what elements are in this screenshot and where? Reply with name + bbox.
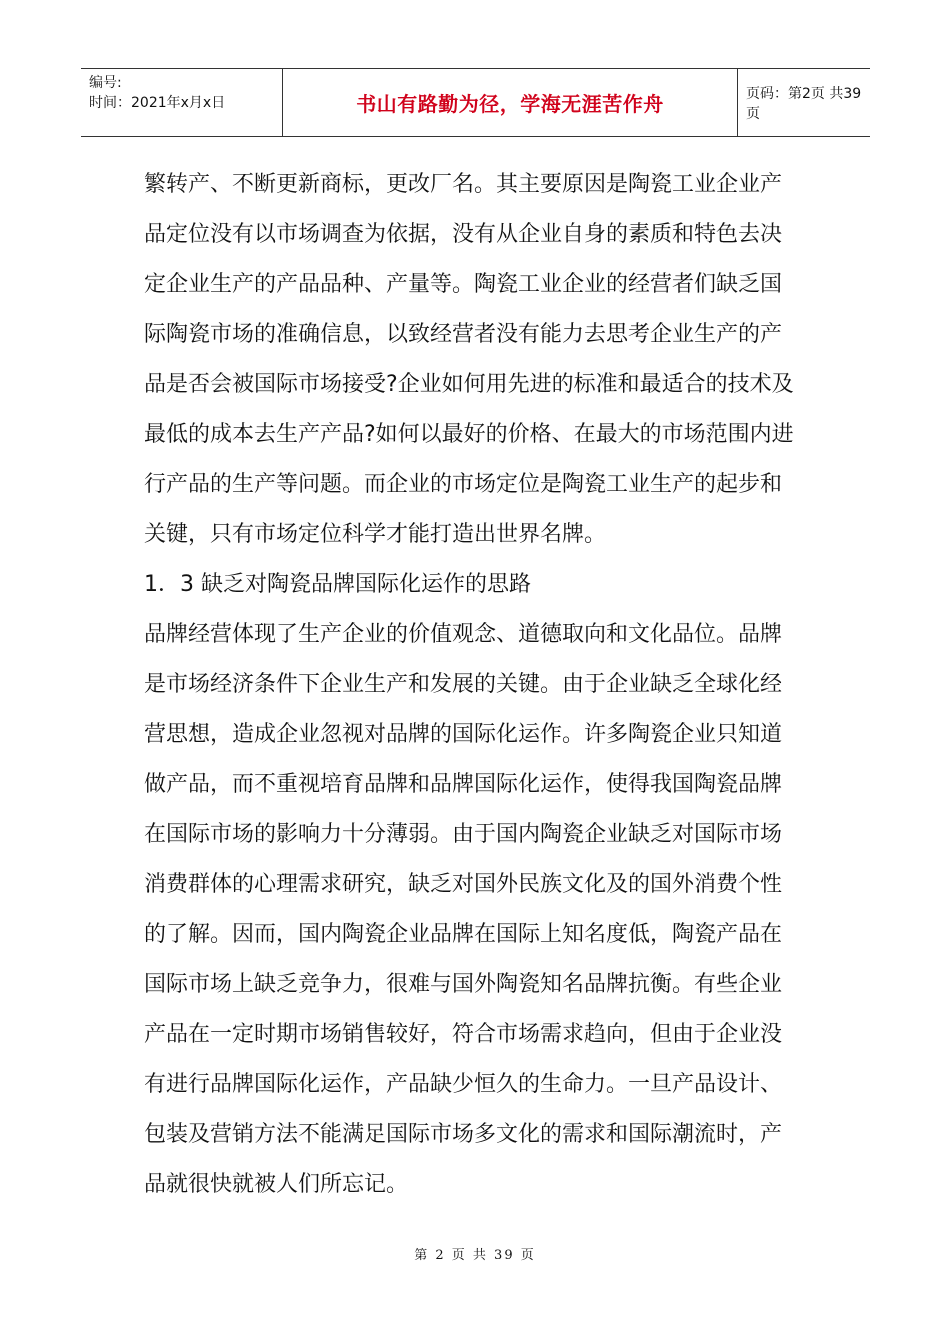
body-line: 品牌经营体现了生产企业的价值观念、道德取向和文化品位。品牌 xyxy=(144,622,783,647)
body-line: 繁转产、不断更新商标，更改厂名。其主要原因是陶瓷工业企业产 xyxy=(144,172,783,197)
page-footer: 第 2 页 共 39 页 xyxy=(414,1248,536,1263)
header-motto: 书山有路勤为径，学海无涯苦作舟 xyxy=(283,69,738,136)
body-line: 是市场经济条件下企业生产和发展的关键。由于企业缺乏全球化经 xyxy=(144,672,783,697)
document-body xyxy=(144,160,808,1210)
body-line: 营思想，造成企业忽视对品牌的国际化运作。许多陶瓷企业只知道 xyxy=(144,722,783,747)
body-line: 在国际市场的影响力十分薄弱。由于国内陶瓷企业缺乏对国际市场 xyxy=(144,822,783,847)
body-line: 做产品，而不重视培育品牌和品牌国际化运作，使得我国陶瓷品牌 xyxy=(144,772,783,797)
document-number-label: 编号: xyxy=(89,75,122,91)
body-line: 品是否会被国际市场接受?企业如何用先进的标准和最适合的技术及 xyxy=(144,372,794,397)
body-line: 消费群体的心理需求研究，缺乏对国外民族文化及的国外消费个性 xyxy=(144,872,783,897)
body-line: 国际市场上缺乏竞争力，很难与国外陶瓷知名品牌抗衡。有些企业 xyxy=(144,972,783,997)
body-line: 1．3 缺乏对陶瓷品牌国际化运作的思路 xyxy=(144,572,531,597)
body-line: 行产品的生产等问题。而企业的市场定位是陶瓷工业生产的起步和 xyxy=(144,472,783,497)
body-line: 有进行品牌国际化运作，产品缺少恒久的生命力。一旦产品设计、 xyxy=(144,1072,783,1097)
page-header xyxy=(81,68,870,137)
body-line: 际陶瓷市场的准确信息，以致经营者没有能力去思考企业生产的产 xyxy=(144,322,783,347)
body-line: 产品在一定时期市场销售较好，符合市场需求趋向，但由于企业没 xyxy=(144,1022,783,1047)
body-line: 最低的成本去生产产品?如何以最好的价格、在最大的市场范围内进 xyxy=(144,422,794,447)
body-line: 品定位没有以市场调查为依据，没有从企业自身的素质和特色去决 xyxy=(144,222,783,247)
header-meta xyxy=(81,69,283,136)
body-line: 定企业生产的产品品种、产量等。陶瓷工业企业的经营者们缺乏国 xyxy=(144,272,783,297)
body-line: 的了解。因而，国内陶瓷企业品牌在国际上知名度低，陶瓷产品在 xyxy=(144,922,783,947)
body-line: 包装及营销方法不能满足国际市场多文化的需求和国际潮流时，产 xyxy=(144,1122,783,1147)
document-time: 时间：2021年x月x日 xyxy=(89,95,226,111)
body-line: 关键，只有市场定位科学才能打造出世界名牌。 xyxy=(144,522,607,547)
header-page-info: 页码：第2页 共39页 xyxy=(746,85,862,122)
body-line: 品就很快就被人们所忘记。 xyxy=(144,1172,409,1197)
